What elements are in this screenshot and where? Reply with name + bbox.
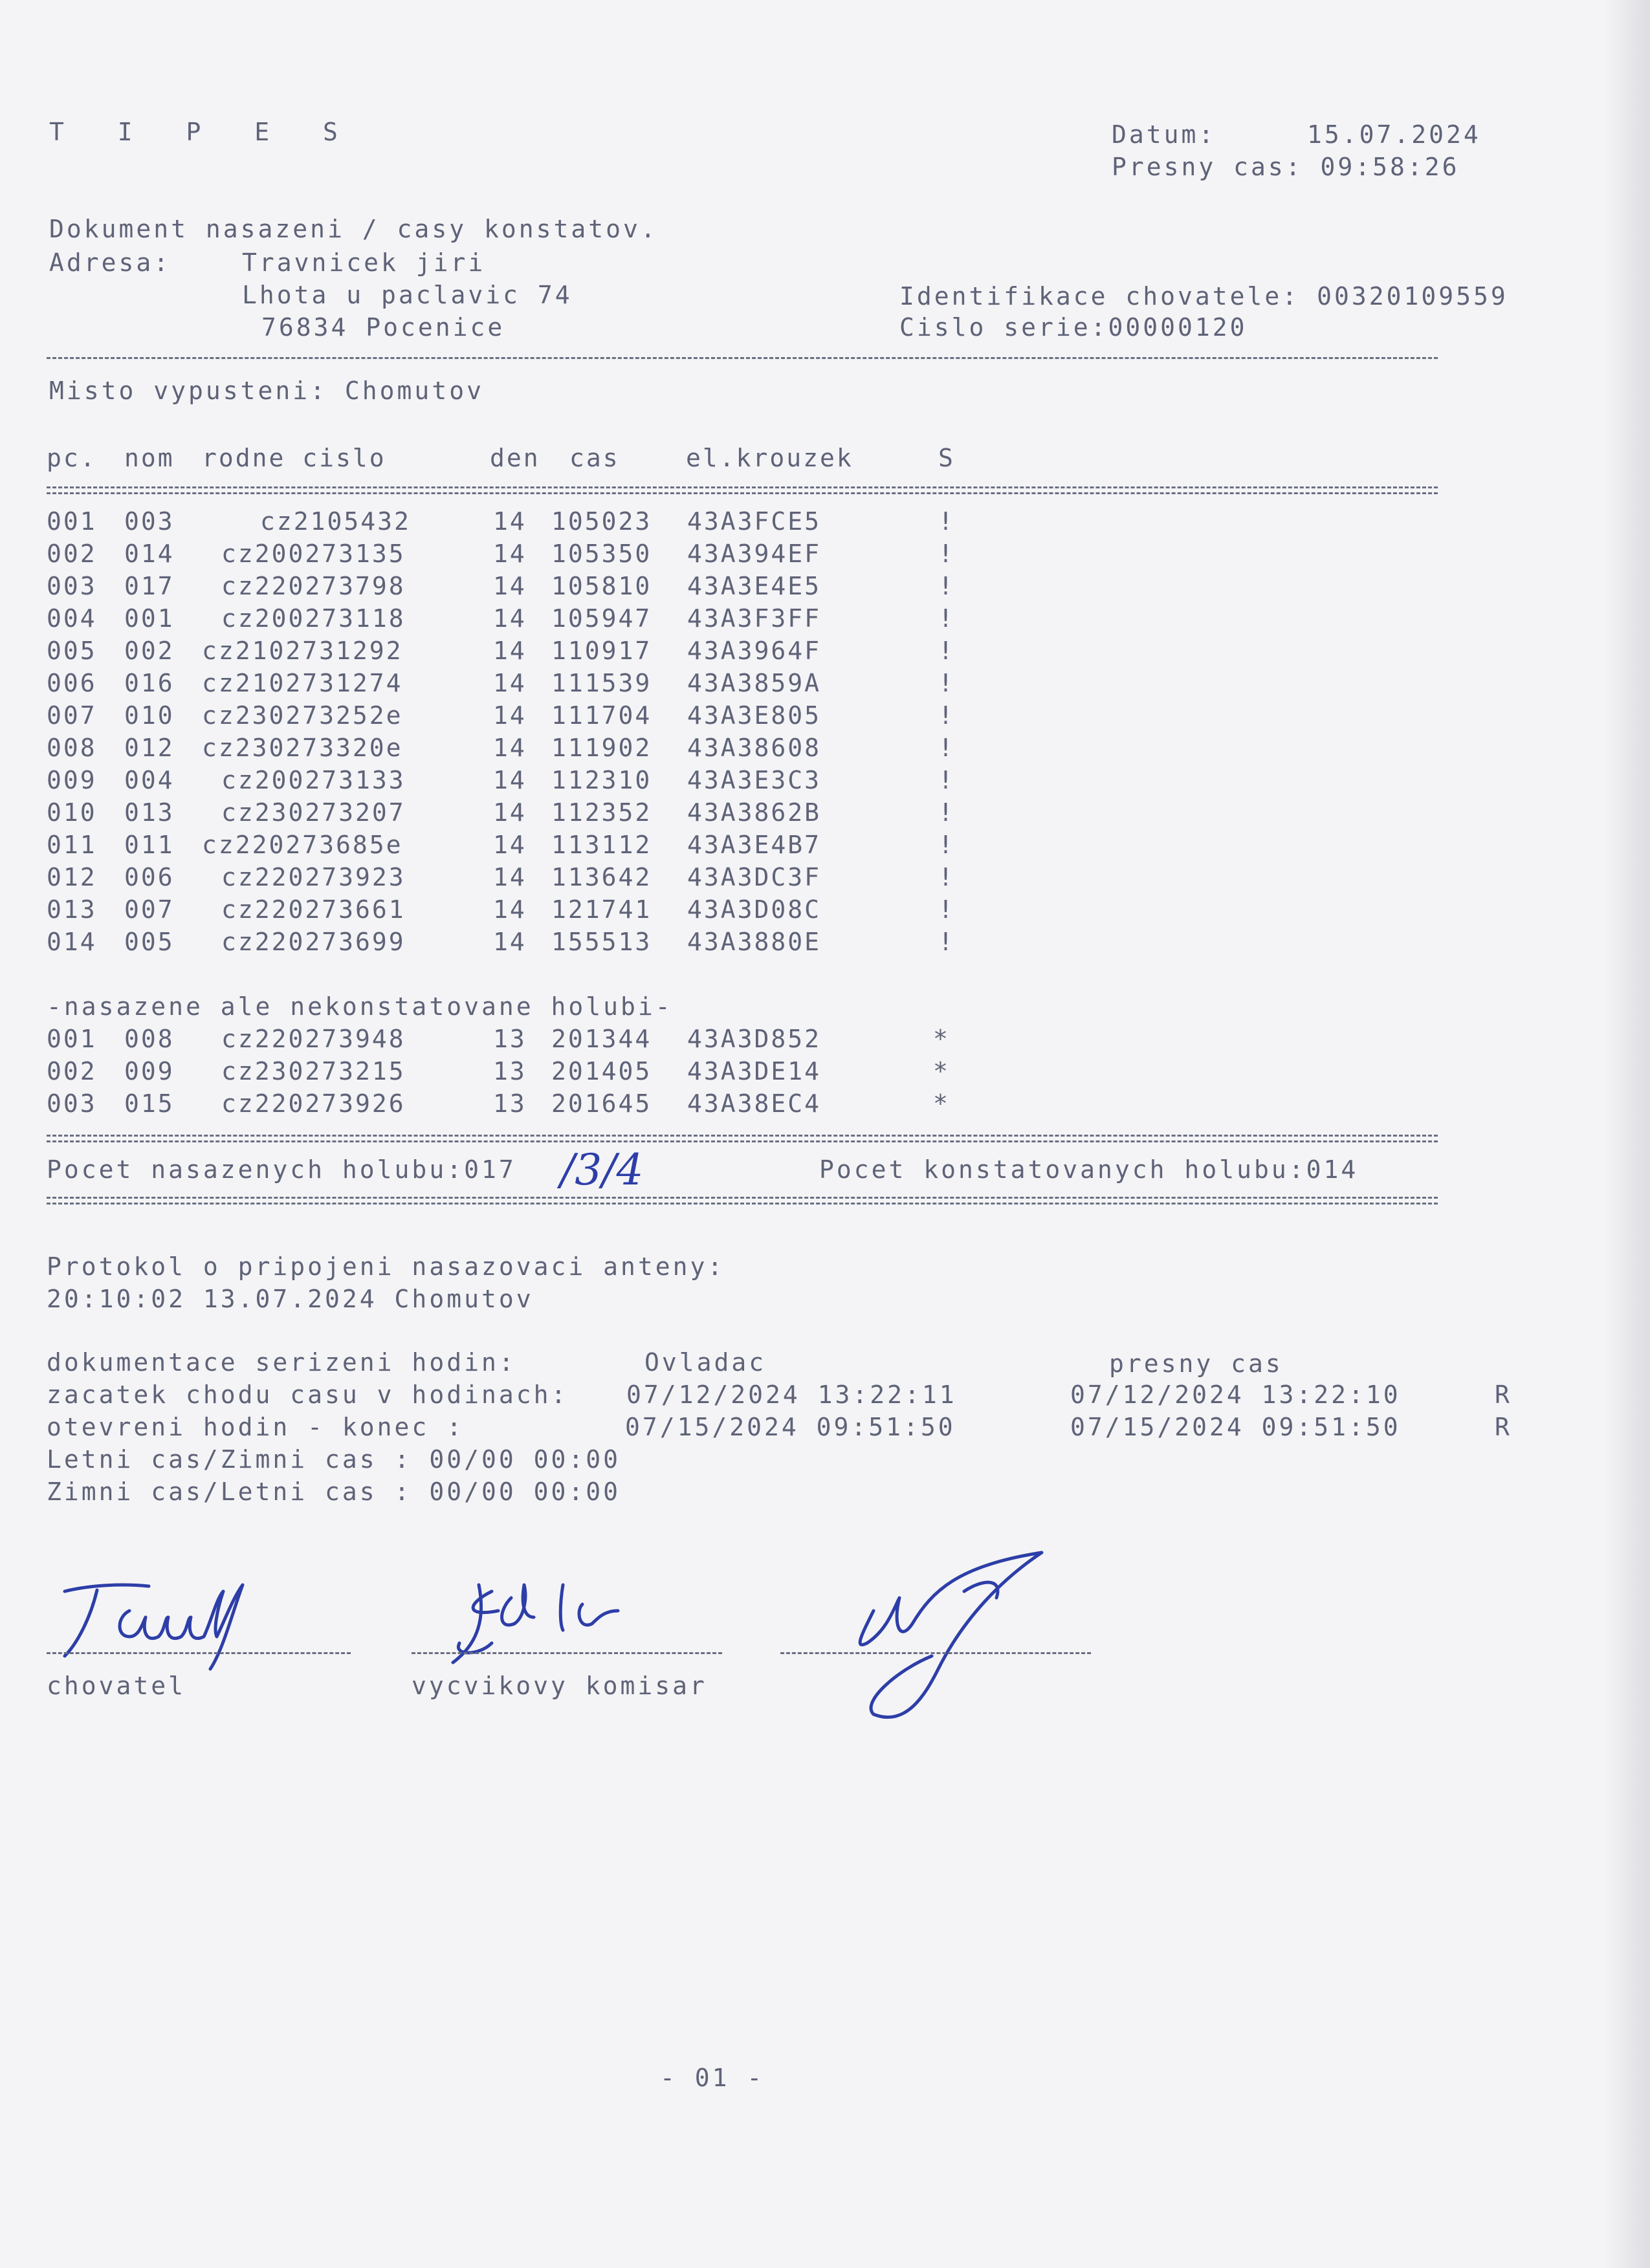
cell-cas: 110917 xyxy=(551,637,652,665)
document-title: Dokument nasazeni / casy konstatov. xyxy=(49,215,658,243)
cell-den: 14 xyxy=(493,604,527,633)
presny-cas: Presny cas: 09:58:26 xyxy=(1112,153,1460,181)
table-row xyxy=(47,669,1470,701)
cell-pc: 001 xyxy=(47,507,97,536)
cell-s: ! xyxy=(938,540,955,568)
cell-den: 14 xyxy=(493,637,527,665)
cell-den: 14 xyxy=(493,540,527,568)
table-row xyxy=(47,895,1470,928)
cell-cas: 201344 xyxy=(551,1025,652,1053)
cell-el-krouzek: 43A3FCE5 xyxy=(687,507,822,536)
adresa-line2: Lhota u paclavic 74 xyxy=(242,281,573,309)
totals-separator-top xyxy=(47,1135,1438,1142)
col-header-el-krouzek: el.krouzek xyxy=(686,444,853,472)
signature-chovatel xyxy=(52,1572,324,1675)
signature-third xyxy=(835,1540,1068,1734)
cell-nom: 017 xyxy=(124,572,175,600)
cell-cas: 111539 xyxy=(551,669,652,697)
cell-pc: 004 xyxy=(47,604,97,633)
pocet-konstatovanych: Pocet konstatovanych holubu:014 xyxy=(819,1155,1359,1184)
cell-den: 14 xyxy=(493,863,527,891)
identifikace-chovatele: Identifikace chovatele: 00320109559 xyxy=(899,282,1508,311)
cell-el-krouzek: 43A3DE14 xyxy=(687,1057,822,1085)
cell-s: ! xyxy=(938,895,955,924)
cell-s: ! xyxy=(938,669,955,697)
cislo-serie: Cislo serie:00000120 xyxy=(899,313,1248,342)
cell-cas: 113642 xyxy=(551,863,652,891)
cell-s: * xyxy=(933,1089,950,1118)
cell-nom: 011 xyxy=(124,831,175,859)
cell-el-krouzek: 43A3D852 xyxy=(687,1025,822,1053)
table-row xyxy=(47,540,1470,572)
otevreni-flag: R xyxy=(1495,1413,1512,1441)
zacatek-flag: R xyxy=(1495,1380,1512,1409)
cell-cas: 111704 xyxy=(551,701,652,730)
cell-nom: 015 xyxy=(124,1089,175,1118)
cell-pc: 013 xyxy=(47,895,97,924)
cell-nom: 010 xyxy=(124,701,175,730)
cell-rodne-cislo: cz200273118 xyxy=(221,604,406,633)
signature-line-third xyxy=(780,1652,1091,1654)
cell-den: 13 xyxy=(493,1025,527,1053)
cell-nom: 002 xyxy=(124,637,175,665)
zacatek-presny: 07/12/2024 13:22:10 xyxy=(1070,1380,1401,1409)
cell-s: ! xyxy=(938,572,955,600)
zacatek-ovladac: 07/12/2024 13:22:11 xyxy=(626,1380,957,1409)
cell-s: ! xyxy=(938,604,955,633)
cell-pc: 012 xyxy=(47,863,97,891)
adresa-line1: Travnicek jiri xyxy=(242,248,486,277)
datum-value: 15.07.2024 xyxy=(1307,120,1481,149)
cell-el-krouzek: 43A3E4E5 xyxy=(687,572,822,600)
handwritten-correction: /3/4 xyxy=(560,1145,644,1195)
cell-pc: 002 xyxy=(47,540,97,568)
cell-nom: 007 xyxy=(124,895,175,924)
cell-el-krouzek: 43A3862B xyxy=(687,798,822,827)
cell-nom: 016 xyxy=(124,669,175,697)
cell-el-krouzek: 43A3F3FF xyxy=(687,604,822,633)
cell-nom: 013 xyxy=(124,798,175,827)
cell-el-krouzek: 43A38608 xyxy=(687,734,822,762)
cell-rodne-cislo: cz2105432 xyxy=(260,507,411,536)
cell-s: ! xyxy=(938,507,955,536)
cell-cas: 201405 xyxy=(551,1057,652,1085)
cell-pc: 008 xyxy=(47,734,97,762)
cell-el-krouzek: 43A3E3C3 xyxy=(687,766,822,794)
cell-nom: 003 xyxy=(124,507,175,536)
cell-s: * xyxy=(933,1057,950,1085)
signature-komisar xyxy=(440,1565,673,1675)
table-row xyxy=(47,604,1470,637)
label-chovatel: chovatel xyxy=(47,1672,186,1700)
brand-title: T I P E S xyxy=(49,118,357,146)
cell-nom: 005 xyxy=(124,928,175,956)
unclocked-title: -nasazene ale nekonstatovane holubi- xyxy=(47,992,673,1021)
cell-pc: 002 xyxy=(47,1057,97,1085)
cell-s: ! xyxy=(938,863,955,891)
cell-nom: 008 xyxy=(124,1025,175,1053)
cell-s: ! xyxy=(938,701,955,730)
cell-pc: 003 xyxy=(47,1089,97,1118)
otevreni-presny: 07/15/2024 09:51:50 xyxy=(1070,1413,1401,1441)
cell-rodne-cislo: cz2102731292 xyxy=(202,637,403,665)
cell-den: 14 xyxy=(493,798,527,827)
cell-nom: 004 xyxy=(124,766,175,794)
cell-rodne-cislo: cz220273685e xyxy=(202,831,403,859)
col-header-rodne-cislo: rodne cislo xyxy=(202,444,386,472)
cell-den: 14 xyxy=(493,734,527,762)
adresa-label: Adresa: xyxy=(49,248,171,277)
unclocked-row xyxy=(47,1057,1470,1089)
cell-pc: 010 xyxy=(47,798,97,827)
serizeni-label: dokumentace serizeni hodin: xyxy=(47,1348,516,1377)
col-header-den: den xyxy=(490,444,540,472)
cell-cas: 121741 xyxy=(551,895,652,924)
cell-cas: 105947 xyxy=(551,604,652,633)
cell-el-krouzek: 43A394EF xyxy=(687,540,822,568)
table-header xyxy=(47,444,1470,476)
table-row xyxy=(47,928,1470,960)
cell-den: 13 xyxy=(493,1057,527,1085)
cell-el-krouzek: 43A38EC4 xyxy=(687,1089,822,1118)
cell-el-krouzek: 43A3E4B7 xyxy=(687,831,822,859)
cell-s: ! xyxy=(938,766,955,794)
cell-rodne-cislo: cz230273252e xyxy=(202,701,403,730)
label-komisar: vycvikovy komisar xyxy=(412,1672,707,1700)
cell-den: 14 xyxy=(493,895,527,924)
adresa-line3: 76834 Pocenice xyxy=(261,313,505,342)
cell-rodne-cislo: cz220273948 xyxy=(221,1025,406,1053)
cell-pc: 003 xyxy=(47,572,97,600)
protokol-line: 20:10:02 13.07.2024 Chomutov xyxy=(47,1285,534,1313)
scan-edge xyxy=(1605,0,1650,2268)
cell-den: 14 xyxy=(493,831,527,859)
cell-rodne-cislo: cz220273699 xyxy=(221,928,406,956)
pocet-nasazenych: Pocet nasazenych holubu:017 xyxy=(47,1155,516,1184)
table-row xyxy=(47,798,1470,831)
table-row xyxy=(47,572,1470,604)
cell-pc: 001 xyxy=(47,1025,97,1053)
table-row xyxy=(47,831,1470,863)
cell-nom: 014 xyxy=(124,540,175,568)
cell-cas: 155513 xyxy=(551,928,652,956)
misto-vypusteni: Misto vypusteni: Chomutov xyxy=(49,376,484,405)
cell-pc: 014 xyxy=(47,928,97,956)
cell-den: 14 xyxy=(493,701,527,730)
cell-rodne-cislo: cz230273215 xyxy=(221,1057,406,1085)
cell-rodne-cislo: cz200273135 xyxy=(221,540,406,568)
datum-label: Datum: xyxy=(1112,120,1216,149)
cell-rodne-cislo: cz220273661 xyxy=(221,895,406,924)
cell-cas: 112352 xyxy=(551,798,652,827)
cell-den: 14 xyxy=(493,507,527,536)
cell-den: 14 xyxy=(493,928,527,956)
signature-line-komisar xyxy=(412,1652,722,1654)
cell-cas: 105023 xyxy=(551,507,652,536)
cell-el-krouzek: 43A3E805 xyxy=(687,701,822,730)
cell-el-krouzek: 43A3DC3F xyxy=(687,863,822,891)
cell-pc: 005 xyxy=(47,637,97,665)
cell-s: ! xyxy=(938,831,955,859)
cell-pc: 011 xyxy=(47,831,97,859)
totals-separator-bottom xyxy=(47,1197,1438,1205)
cell-nom: 006 xyxy=(124,863,175,891)
cell-rodne-cislo: cz220273923 xyxy=(221,863,406,891)
cell-rodne-cislo: cz2102731274 xyxy=(202,669,403,697)
cell-s: ! xyxy=(938,798,955,827)
col-header-pc: pc. xyxy=(47,444,97,472)
cell-nom: 012 xyxy=(124,734,175,762)
cell-cas: 105350 xyxy=(551,540,652,568)
unclocked-row xyxy=(47,1025,1470,1057)
table-row xyxy=(47,701,1470,734)
col-header-s: S xyxy=(938,444,955,472)
page-number: - 01 - xyxy=(660,2064,765,2092)
table-row xyxy=(47,507,1470,540)
otevreni-label: otevreni hodin - konec : xyxy=(47,1413,465,1441)
cell-el-krouzek: 43A3880E xyxy=(687,928,822,956)
col-header-nom: nom xyxy=(124,444,175,472)
cell-den: 14 xyxy=(493,766,527,794)
cell-den: 14 xyxy=(493,669,527,697)
header-separator xyxy=(47,486,1438,494)
cell-rodne-cislo: cz220273798 xyxy=(221,572,406,600)
cell-cas: 113112 xyxy=(551,831,652,859)
cell-nom: 001 xyxy=(124,604,175,633)
otevreni-ovladac: 07/15/2024 09:51:50 xyxy=(625,1413,956,1441)
col-header-cas: cas xyxy=(569,444,620,472)
cell-s: ! xyxy=(938,734,955,762)
table-row xyxy=(47,734,1470,766)
cell-cas: 105810 xyxy=(551,572,652,600)
ovladac-column: Ovladac xyxy=(644,1348,767,1377)
signature-line-chovatel xyxy=(47,1652,351,1654)
cell-el-krouzek: 43A3964F xyxy=(687,637,822,665)
cell-s: ! xyxy=(938,637,955,665)
cell-rodne-cislo: cz230273207 xyxy=(221,798,406,827)
cell-pc: 006 xyxy=(47,669,97,697)
cell-el-krouzek: 43A3D08C xyxy=(687,895,822,924)
cell-pc: 007 xyxy=(47,701,97,730)
unclocked-row xyxy=(47,1089,1470,1122)
zimni-letni-cas: Zimni cas/Letni cas : 00/00 00:00 xyxy=(47,1477,621,1506)
table-row xyxy=(47,766,1470,798)
protokol-title: Protokol o pripojeni nasazovaci anteny: xyxy=(47,1252,725,1281)
letni-zimni-cas: Letni cas/Zimni cas : 00/00 00:00 xyxy=(47,1445,621,1474)
cell-s: ! xyxy=(938,928,955,956)
cell-rodne-cislo: cz200273133 xyxy=(221,766,406,794)
cell-s: * xyxy=(933,1025,950,1053)
cell-cas: 111902 xyxy=(551,734,652,762)
cell-el-krouzek: 43A3859A xyxy=(687,669,822,697)
cell-cas: 201645 xyxy=(551,1089,652,1118)
table-row xyxy=(47,637,1470,669)
cell-rodne-cislo: cz220273926 xyxy=(221,1089,406,1118)
cell-nom: 009 xyxy=(124,1057,175,1085)
separator-line xyxy=(47,357,1438,359)
cell-cas: 112310 xyxy=(551,766,652,794)
cell-pc: 009 xyxy=(47,766,97,794)
table-row xyxy=(47,863,1470,895)
cell-rodne-cislo: cz230273320e xyxy=(202,734,403,762)
cell-den: 13 xyxy=(493,1089,527,1118)
cell-den: 14 xyxy=(493,572,527,600)
presny-cas-column: presny cas xyxy=(1109,1349,1283,1378)
zacatek-label: zacatek chodu casu v hodinach: xyxy=(47,1380,569,1409)
